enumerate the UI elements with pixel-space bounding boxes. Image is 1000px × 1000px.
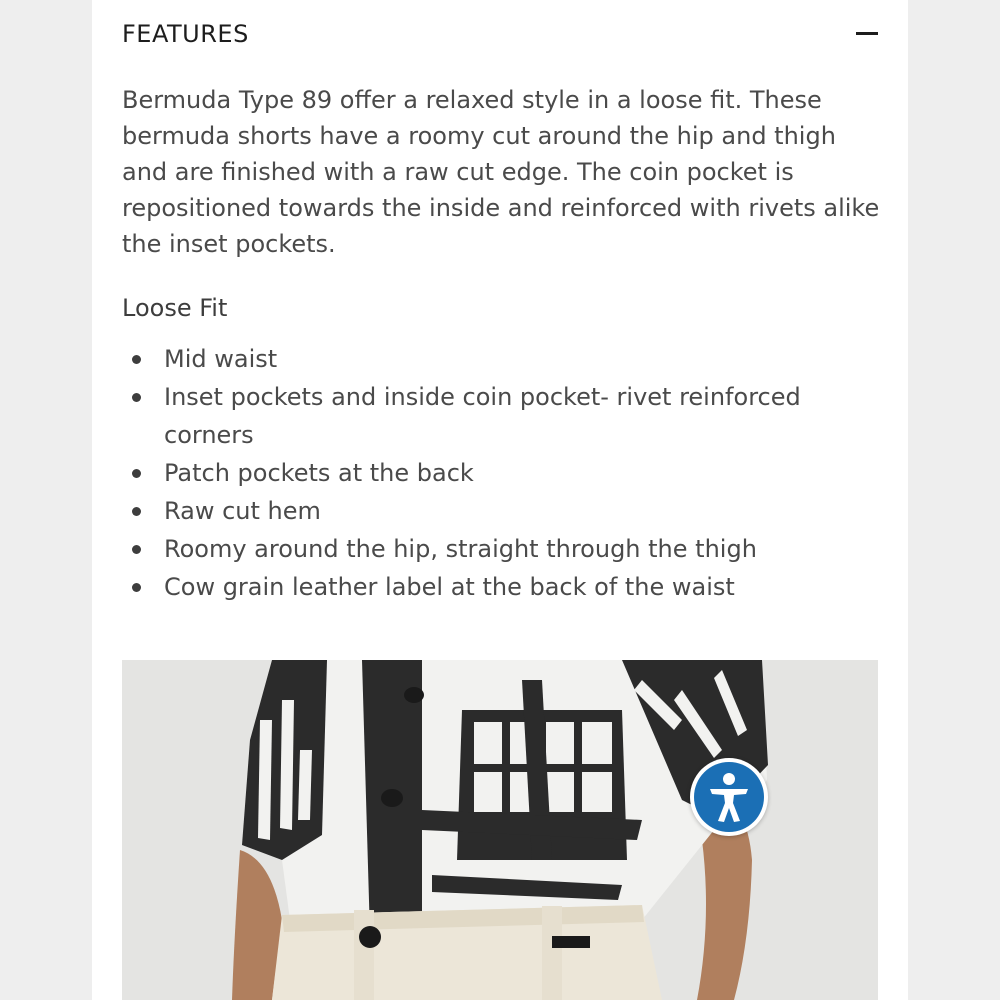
bullet-icon <box>132 583 141 592</box>
list-item-text: Roomy around the hip, straight through the thigh <box>164 535 757 563</box>
accessibility-icon <box>694 762 764 832</box>
list-item <box>122 340 882 378</box>
list-item-text: Raw cut hem <box>164 497 321 525</box>
bullet-icon <box>132 355 141 364</box>
product-features-panel <box>92 0 908 1000</box>
fit-title: Loose Fit <box>122 294 228 322</box>
list-item-text: Cow grain leather label at the back of the waist <box>164 573 735 601</box>
minus-icon[interactable] <box>856 22 880 46</box>
product-photo-illustration <box>122 660 878 1000</box>
list-item <box>122 492 882 530</box>
product-photo <box>122 660 878 1000</box>
feature-list <box>122 340 882 606</box>
features-accordion-header[interactable] <box>122 16 882 52</box>
bullet-icon <box>132 469 141 478</box>
bullet-icon <box>132 507 141 516</box>
bullet-icon <box>132 393 141 402</box>
list-item <box>122 568 882 606</box>
list-item <box>122 378 882 454</box>
bullet-icon <box>132 545 141 554</box>
list-item <box>122 454 882 492</box>
list-item-text: Mid waist <box>164 345 278 373</box>
accessibility-button[interactable] <box>690 758 768 836</box>
features-title: FEATURES <box>122 20 249 48</box>
list-item-text: Inset pockets and inside coin pocket- rivet reinforced corners <box>164 383 801 449</box>
list-item-text: Patch pockets at the back <box>164 459 474 487</box>
product-description: Bermuda Type 89 offer a relaxed style in a loose fit. These bermuda shorts have a roomy cut around the hip and thigh and are finished with a raw cut edge. The coin pocket is repositioned towards the inside and reinforced with rivets alike the inset pockets. <box>122 86 880 258</box>
list-item <box>122 530 882 568</box>
